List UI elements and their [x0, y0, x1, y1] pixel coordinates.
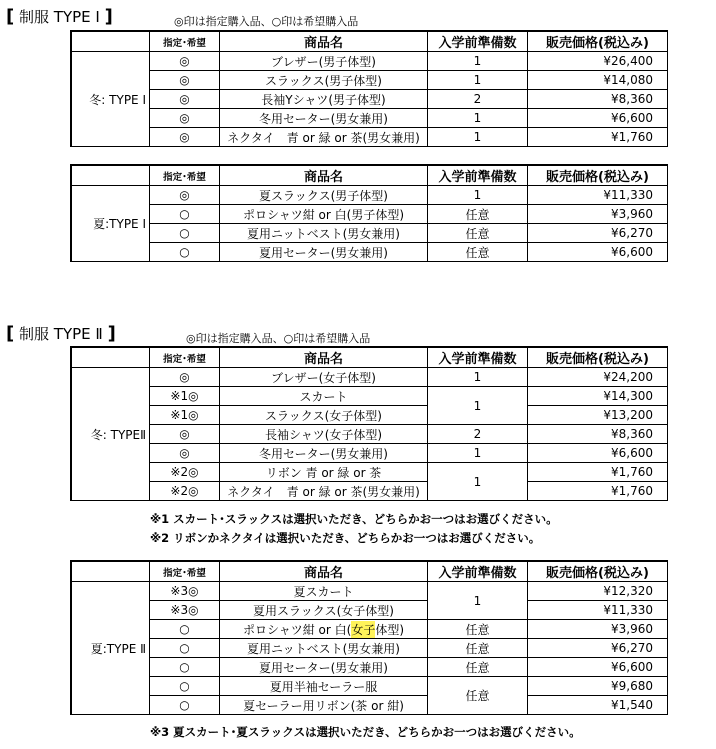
cell-mark: ※1◎: [150, 406, 220, 425]
cell-price: ¥12,320: [528, 582, 668, 601]
price-table-winter-type1: [70, 30, 668, 147]
header-price: 販売価格(税込み): [528, 348, 668, 368]
cell-price: ¥8,360: [528, 425, 668, 444]
cell-qty: 任意: [428, 205, 528, 224]
cell-qty: 任意: [428, 620, 528, 639]
blank-corner: [72, 166, 150, 186]
cell-name: 長袖Yシャツ(男子体型): [220, 90, 428, 109]
cell-qty: 1: [428, 444, 528, 463]
cell-qty: 1: [428, 109, 528, 128]
cell-price: ¥6,600: [528, 658, 668, 677]
cell-mark: ○: [150, 205, 220, 224]
header-price: 販売価格(税込み): [528, 562, 668, 582]
cell-price: ¥3,960: [528, 205, 668, 224]
name-suffix: 体型): [375, 622, 405, 637]
cell-mark: ◎: [150, 444, 220, 463]
footnote-2: ※2 リボンかネクタイは選択いただき、どちらかお一つはお選びください。: [150, 531, 541, 545]
cell-name: スラックス(女子体型): [220, 406, 428, 425]
cell-qty: 2: [428, 90, 528, 109]
cell-qty-merged: 1: [428, 387, 528, 425]
season-label: 夏:TYPE Ⅰ: [72, 186, 150, 262]
blank-corner: [72, 32, 150, 52]
header-mark: 指定･希望: [150, 348, 220, 368]
header-name: 商品名: [220, 166, 428, 186]
cell-mark: ◎: [150, 109, 220, 128]
cell-qty: 2: [428, 425, 528, 444]
cell-qty: 1: [428, 71, 528, 90]
cell-price: ¥13,200: [528, 406, 668, 425]
cell-price: ¥1,760: [528, 463, 668, 482]
cell-price: ¥1,760: [528, 128, 668, 147]
cell-qty: 1: [428, 128, 528, 147]
header-mark: 指定･希望: [150, 562, 220, 582]
footnote-3: ※3 夏スカート･夏スラックスは選択いただき、どちらかお一つはお選びください。: [150, 725, 581, 739]
cell-name: スカート: [220, 387, 428, 406]
cell-name: 夏用セーター(男女兼用): [220, 658, 428, 677]
cell-mark: ○: [150, 639, 220, 658]
cell-mark: ※2◎: [150, 463, 220, 482]
blank-corner: [72, 562, 150, 582]
header-name: 商品名: [220, 348, 428, 368]
cell-mark: ○: [150, 677, 220, 696]
cell-price: ¥6,270: [528, 224, 668, 243]
cell-qty-merged: 1: [428, 463, 528, 501]
cell-name: ネクタイ 青 or 緑 or 茶(男女兼用): [220, 128, 428, 147]
cell-mark: ◎: [150, 368, 220, 387]
header-mark: 指定･希望: [150, 166, 220, 186]
cell-name: ポロシャツ紺 or 白(男子体型): [220, 205, 428, 224]
cell-qty: 1: [428, 368, 528, 387]
section-title-text: 制服 TYPE Ⅰ: [19, 8, 100, 26]
header-qty: 入学前準備数: [428, 166, 528, 186]
cell-price: ¥1,760: [528, 482, 668, 501]
section-title-text: 制服 TYPE Ⅱ: [19, 325, 103, 343]
cell-qty: 1: [428, 52, 528, 71]
name-prefix: ポロシャツ紺 or 白(: [242, 622, 352, 637]
blank-corner: [72, 348, 150, 368]
price-table-summer-type2: [70, 560, 668, 715]
cell-price: ¥14,300: [528, 387, 668, 406]
cell-mark: ○: [150, 243, 220, 262]
cell-mark: ◎: [150, 90, 220, 109]
cell-name: 夏用セーター(男女兼用): [220, 243, 428, 262]
price-table-summer-type1: [70, 164, 668, 262]
season-label: 夏:TYPE Ⅱ: [72, 582, 150, 715]
cell-mark: ○: [150, 658, 220, 677]
cell-name: [220, 620, 428, 639]
cell-mark: ◎: [150, 425, 220, 444]
cell-price: ¥11,330: [528, 601, 668, 620]
cell-mark: ○: [150, 620, 220, 639]
header-qty: 入学前準備数: [428, 348, 528, 368]
legend-note: ◎印は指定購入品、○印は希望購入品: [174, 15, 359, 28]
cell-price: ¥11,330: [528, 186, 668, 205]
cell-price: ¥6,270: [528, 639, 668, 658]
header-price: 販売価格(税込み): [528, 166, 668, 186]
cell-price: ¥8,360: [528, 90, 668, 109]
price-table-winter-type2: [70, 346, 668, 501]
cell-name: スラックス(男子体型): [220, 71, 428, 90]
cell-price: ¥1,540: [528, 696, 668, 715]
cell-name: ネクタイ 青 or 緑 or 茶(男女兼用): [220, 482, 428, 501]
cell-price: ¥24,200: [528, 368, 668, 387]
cell-qty: 任意: [428, 224, 528, 243]
cell-name: ブレザー(女子体型): [220, 368, 428, 387]
section-title-type2: [ 制服 TYPE Ⅱ ]: [6, 323, 116, 344]
cell-price: ¥3,960: [528, 620, 668, 639]
cell-qty-merged: 任意: [428, 677, 528, 715]
legend-note: ◎印は指定購入品、○印は希望購入品: [186, 332, 371, 345]
cell-name: 夏用スラックス(女子体型): [220, 601, 428, 620]
header-qty: 入学前準備数: [428, 32, 528, 52]
cell-name: リボン 青 or 緑 or 茶: [220, 463, 428, 482]
cell-name: 夏用ニットベスト(男女兼用): [220, 639, 428, 658]
cell-price: ¥26,400: [528, 52, 668, 71]
cell-price: ¥9,680: [528, 677, 668, 696]
cell-qty: 任意: [428, 243, 528, 262]
highlighted-text: 女子: [351, 622, 376, 637]
cell-qty-merged: 1: [428, 582, 528, 620]
cell-mark: ※3◎: [150, 582, 220, 601]
cell-mark: ◎: [150, 128, 220, 147]
footnote-1: ※1 スカート･スラックスは選択いただき、どちらかお一つはお選びください。: [150, 512, 558, 526]
cell-price: ¥6,600: [528, 109, 668, 128]
cell-name: 夏スラックス(男子体型): [220, 186, 428, 205]
cell-price: ¥6,600: [528, 444, 668, 463]
cell-mark: ◎: [150, 52, 220, 71]
cell-price: ¥6,600: [528, 243, 668, 262]
cell-qty: 1: [428, 186, 528, 205]
header-mark: 指定･希望: [150, 32, 220, 52]
season-label: 冬: TYPEⅡ: [72, 368, 150, 501]
cell-mark: ○: [150, 696, 220, 715]
cell-mark: ※3◎: [150, 601, 220, 620]
cell-name: 夏スカート: [220, 582, 428, 601]
cell-qty: 任意: [428, 639, 528, 658]
header-price: 販売価格(税込み): [528, 32, 668, 52]
section-title-type1: [ 制服 TYPE Ⅰ ]: [6, 6, 113, 27]
cell-mark: ※2◎: [150, 482, 220, 501]
cell-name: ブレザー(男子体型): [220, 52, 428, 71]
header-qty: 入学前準備数: [428, 562, 528, 582]
cell-name: 冬用セーター(男女兼用): [220, 444, 428, 463]
cell-mark: ◎: [150, 71, 220, 90]
header-name: 商品名: [220, 32, 428, 52]
cell-name: 冬用セーター(男女兼用): [220, 109, 428, 128]
cell-price: ¥14,080: [528, 71, 668, 90]
cell-name: 夏用半袖セーラー服: [220, 677, 428, 696]
cell-mark: ◎: [150, 186, 220, 205]
cell-qty: 任意: [428, 658, 528, 677]
cell-mark: ※1◎: [150, 387, 220, 406]
cell-name: 夏セーラー用リボン(茶 or 紺): [220, 696, 428, 715]
cell-name: 長袖シャツ(女子体型): [220, 425, 428, 444]
cell-mark: ○: [150, 224, 220, 243]
cell-name: 夏用ニットベスト(男女兼用): [220, 224, 428, 243]
header-name: 商品名: [220, 562, 428, 582]
season-label: 冬: TYPE Ⅰ: [72, 52, 150, 147]
